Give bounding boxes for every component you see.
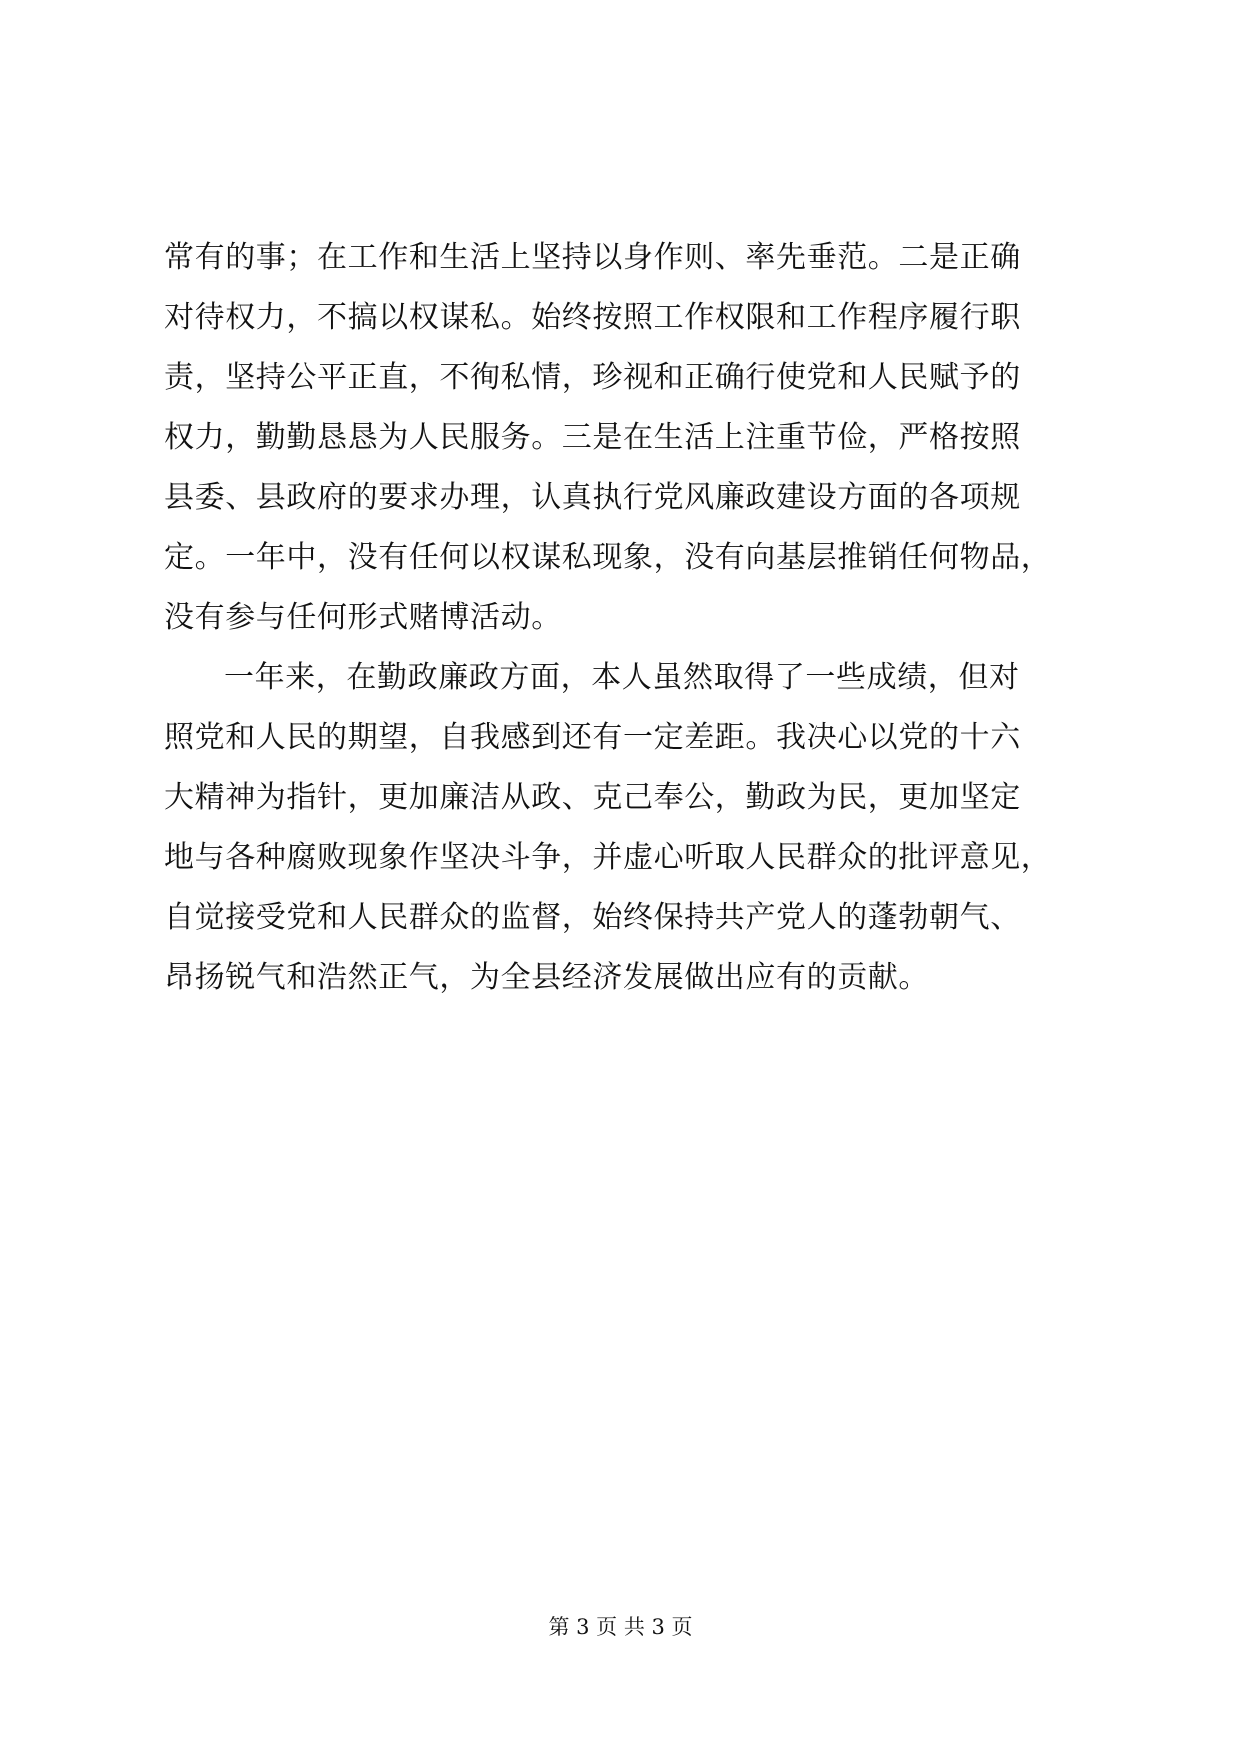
document-body (164, 228, 1084, 1008)
text-line: 自觉接受党和人民群众的监督，始终保持共产党人的蓬勃朝气、 (164, 900, 1021, 935)
text-line: 对待权力，不搞以权谋私。始终按照工作权限和工作程序履行职 (164, 300, 1021, 335)
text-line: 常有的事；在工作和生活上坚持以身作则、率先垂范。二是正确 (164, 240, 1021, 275)
text-line: 照党和人民的期望，自我感到还有一定差距。我决心以党的十六 (164, 720, 1021, 755)
text-line: 昂扬锐气和浩然正气，为全县经济发展做出应有的贡献。 (164, 960, 929, 995)
text-line: 权力，勤勤恳恳为人民服务。三是在生活上注重节俭，严格按照 (164, 420, 1021, 455)
text-line: 县委、县政府的要求办理，认真执行党风廉政建设方面的各项规 (164, 480, 1021, 515)
paragraph-first-line: 一年来，在勤政廉政方面，本人虽然取得了一些成绩，但对 (224, 660, 1020, 695)
page-number-footer: 第 3 页 共 3 页 (548, 1615, 693, 1639)
text-line: 责，坚持公平正直，不徇私情，珍视和正确行使党和人民赋予的 (164, 360, 1021, 395)
text-line: 地与各种腐败现象作坚决斗争，并虚心听取人民群众的批评意见， (164, 840, 1052, 875)
text-line: 没有参与任何形式赌博活动。 (164, 600, 562, 635)
text-line: 大精神为指针，更加廉洁从政、克己奉公，勤政为民，更加坚定 (164, 780, 1021, 815)
text-line: 定。一年中，没有任何以权谋私现象，没有向基层推销任何物品， (164, 540, 1052, 575)
